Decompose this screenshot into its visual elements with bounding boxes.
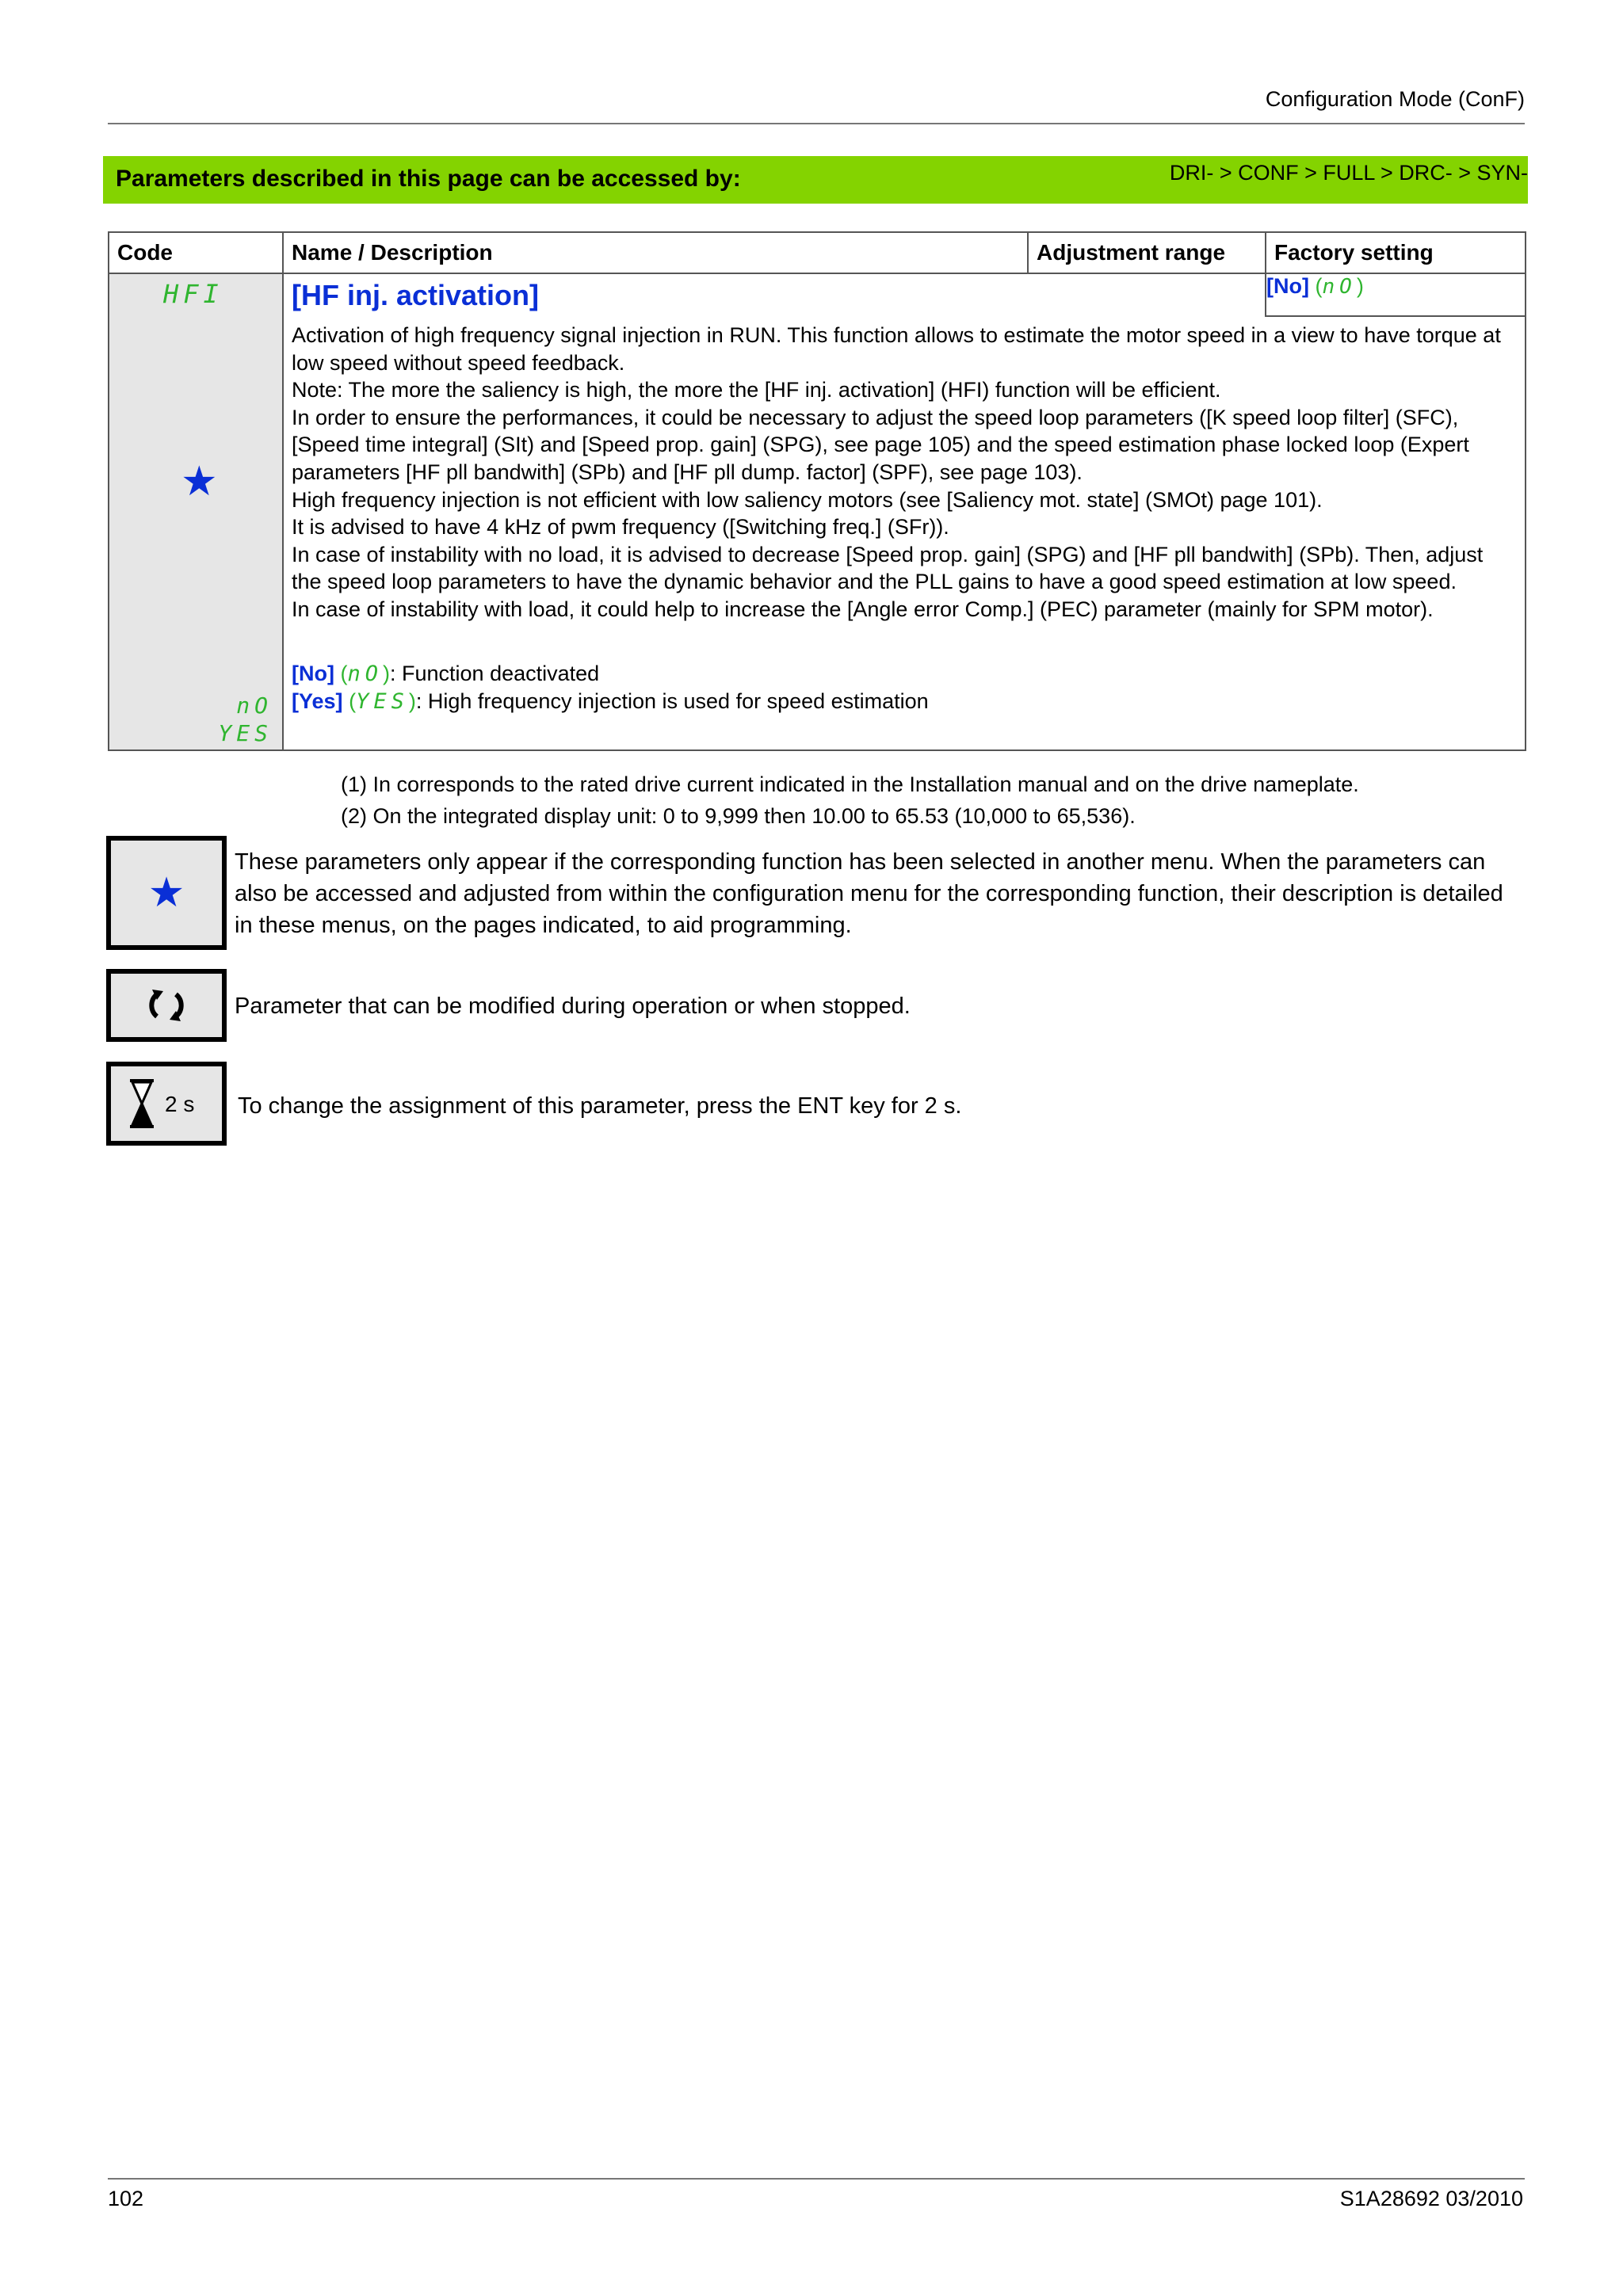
factory-setting-cell: [No] (nO)	[1266, 273, 1526, 316]
col-range: Adjustment range	[1028, 232, 1266, 273]
duration-label: 2 s	[165, 1092, 195, 1116]
description-line: In case of instability with no load, it is advised to decrease [Speed prop. gain] (SPG) and [HF pll bandwith] (SPb). Then, adjust the speed loop parameters to have the dynamic behavior and the PLL gains to have a good speed estimation at low speed.	[292, 542, 1484, 594]
legend-hourglass-text: To change the assignment of this parameter, press the ENT key for 2 s.	[238, 1093, 962, 1119]
col-factory: Factory setting	[1266, 232, 1526, 273]
description-cell	[283, 316, 1526, 750]
table-row	[109, 273, 1526, 316]
option-code-no: nO	[236, 692, 273, 719]
factory-setting-code: nO	[1322, 275, 1357, 299]
option-code-yes: YES	[218, 720, 273, 746]
star-icon: ★	[147, 870, 185, 916]
legend-hourglass-box	[106, 1062, 227, 1146]
name-cell	[283, 273, 1266, 316]
legend-star-box	[106, 836, 227, 950]
access-label: Parameters described in this page can be accessed by:	[116, 166, 741, 192]
description-line: It is advised to have 4 kHz of pwm frequency ([Switching freq.] (SFr)).	[292, 515, 949, 540]
doc-reference: S1A28692 03/2010	[1339, 2187, 1523, 2210]
refresh-icon	[111, 974, 222, 1037]
access-path: DRI- > CONF > FULL > DRC- > SYN-	[1169, 161, 1528, 185]
col-code: Code	[109, 232, 283, 273]
table-header-row	[109, 232, 1526, 273]
factory-setting-name: [No]	[1266, 274, 1309, 298]
options-list	[284, 660, 1525, 721]
footnotes	[341, 769, 1359, 832]
list-item: [No] (nO): Function deactivated	[292, 661, 600, 686]
legend-refresh-box	[106, 969, 227, 1042]
page-number: 102	[108, 2187, 144, 2210]
table-row	[109, 316, 1526, 750]
header-rule	[108, 123, 1525, 124]
legend-star-text: These parameters only appear if the corresponding function has been selected in another menu. When the parameters can also be accessed and adjusted from within the configuration menu for the corresponding function, their description is detailed in these menus, on the pages indicated, to aid programming.	[235, 849, 1503, 938]
description-line: High frequency injection is not efficient with low saliency motors (see [Saliency mot. state] (SMOt) page 101).	[292, 487, 1323, 512]
footnote: (2) On the integrated display unit: 0 to 9,999 then 10.00 to 65.53 (10,000 to 65,536).	[341, 804, 1136, 828]
description	[284, 317, 1525, 624]
parameter-table	[108, 231, 1526, 751]
header-title: Configuration Mode (ConF)	[1265, 87, 1525, 111]
description-line: Note: The more the saliency is high, the more the [HF inj. activation] (HFI) function will be efficient.	[292, 378, 1221, 402]
description-line: In case of instability with load, it could help to increase the [Angle error Comp.] (PEC) parameter (mainly for SPM motor).	[292, 597, 1434, 621]
description-line: In order to ensure the performances, it could be necessary to adjust the speed loop parameters ([K speed loop filter] (SFC), [Speed time integral] (SIt) and [Speed prop. gain] (SPG), see page 105) and the speed estimation phase locked loop (Expert parameters [HF pll bandwith] (SPb) and [HF pll dump. factor] (SPF), see page 103).	[292, 405, 1469, 484]
param-code: HFI	[163, 279, 223, 309]
access-bar	[103, 156, 1528, 204]
code-cell	[109, 273, 283, 750]
star-icon: ★	[181, 459, 218, 505]
list-item: [Yes] (YES): High frequency injection is used for speed estimation	[292, 689, 929, 715]
legend-refresh-text: Parameter that can be modified during operation or when stopped.	[235, 994, 911, 1019]
param-name: [HF inj. activation]	[292, 279, 540, 311]
footer-rule	[108, 2178, 1525, 2180]
hourglass-icon	[122, 1068, 162, 1139]
col-name: Name / Description	[283, 232, 1028, 273]
description-line: Activation of high frequency signal injection in RUN. This function allows to estimate the motor speed in a view to have torque at low speed without speed feedback.	[292, 323, 1501, 375]
footnote: (1) In corresponds to the rated drive current indicated in the Installation manual and on the drive nameplate.	[341, 772, 1359, 796]
